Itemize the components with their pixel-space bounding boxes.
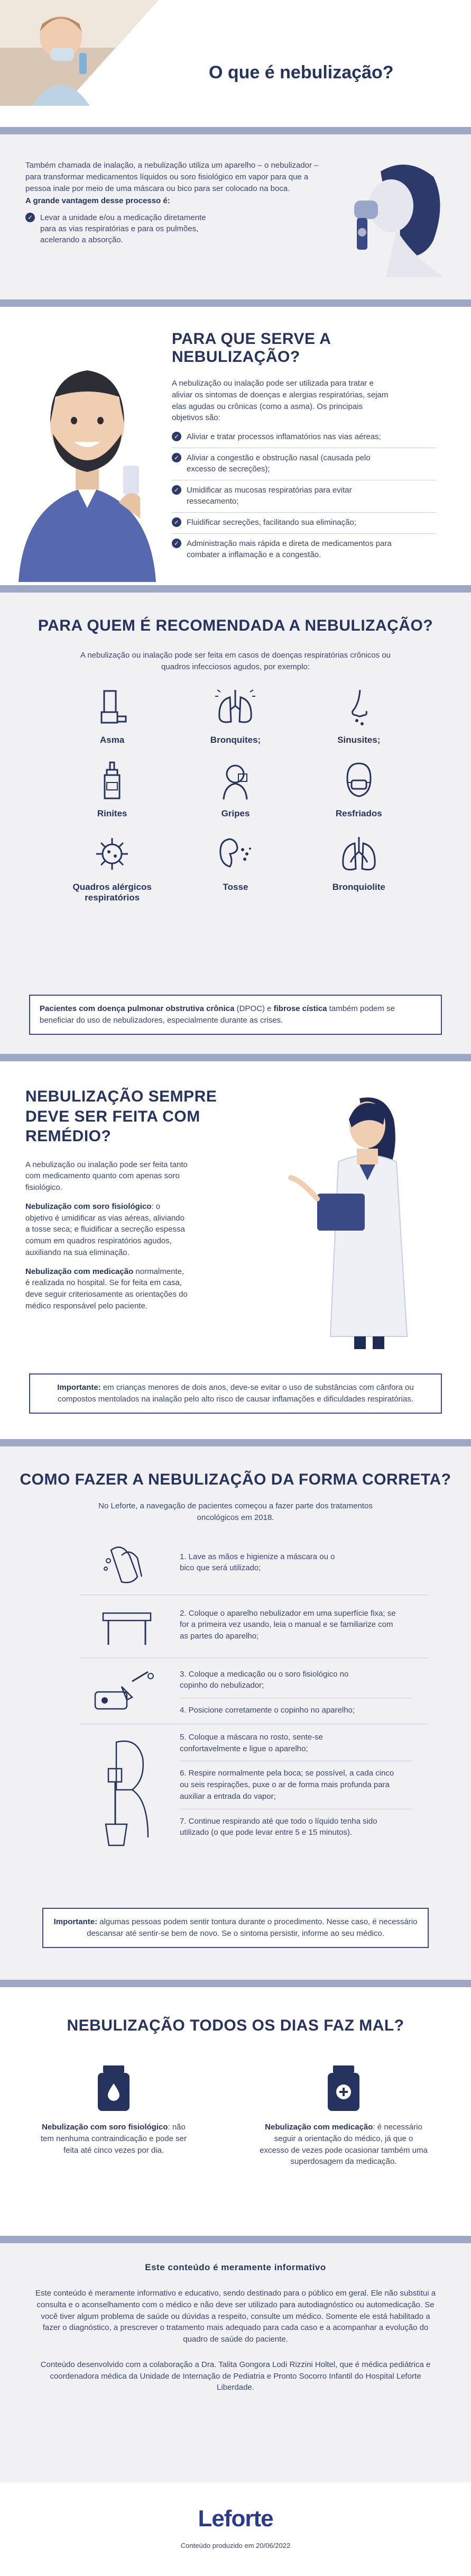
list-item: ✓ Aliviar a congestão e obstrução nasal (causada pelo excesso de secreções); bbox=[172, 452, 373, 475]
dpoc-note-box: Pacientes com doença pulmonar obstrutiva crônica (DPOC) e fibrose cística também podem se beneficiar do uso de nebulizadores, especialmente durante as crises. bbox=[29, 995, 442, 1035]
advantage-title: A grande vantagem desse processo é: bbox=[25, 196, 170, 206]
howto-section bbox=[0, 1446, 471, 1980]
medicine-bottle-icon bbox=[320, 2061, 367, 2114]
check-icon: ✓ bbox=[25, 213, 35, 222]
list-item: ✓ Fluidificar secreções, facilitando sua eliminação; bbox=[172, 517, 436, 528]
recommended-title: PARA QUEM É RECOMENDADA A NEBULIZAÇÃO? bbox=[38, 617, 433, 634]
woman-inhaling-illustration bbox=[333, 156, 460, 277]
recommended-section bbox=[0, 593, 471, 1054]
recommended-paragraph: A nebulização ou inalação pode ser feita em casos de doenças respiratórias crônicos ou quadros infecciosos agudos, por exemplo: bbox=[80, 651, 391, 671]
leforte-logo: Leforte bbox=[198, 2506, 273, 2532]
step-item: 2. Coloque o aparelho nebulizador em uma superfície fixa; se for a primeira vez usando, leia o manual e se familiarize com as partes do aparelho; bbox=[79, 1603, 428, 1650]
condition-item: Bronquites; bbox=[174, 686, 297, 745]
check-icon: ✓ bbox=[172, 539, 181, 548]
remedy-paragraph: A nebulização ou inalação pode ser feita tanto com medicamento quanto com apenas soro fisiológico. bbox=[25, 1160, 188, 1192]
advantage-item: ✓ Levar a unidade e/ou a medicação diretamente para as vias respiratórias e para os pulmões, acelerando a absorção. bbox=[25, 212, 216, 245]
cough-icon bbox=[214, 833, 256, 875]
remedy-important-box: Importante: em crianças menores de dois anos, deve-se evitar o uso de substâncias com cânfora ou compostos mentolados na inalação pelo alto risco de causar inflamações e dificuldades respiratórias. bbox=[29, 1373, 442, 1414]
footer-section bbox=[0, 2482, 471, 2576]
nose-icon bbox=[338, 686, 380, 728]
list-item: ✓ Umidificar as mucosas respiratórias para evitar ressecamento; bbox=[172, 485, 362, 507]
section-divider bbox=[0, 1054, 471, 1061]
nasal-spray-icon bbox=[91, 759, 133, 802]
daily-saline-card bbox=[34, 2061, 193, 2156]
lungs-icon bbox=[214, 686, 256, 728]
doctor-illustration bbox=[280, 1088, 428, 1352]
daily-title: NEBULIZAÇÃO TODOS OS DIAS FAZ MAL? bbox=[67, 2017, 404, 2034]
page-title: O que é nebulização? bbox=[209, 62, 394, 83]
person-with-mask-icon bbox=[79, 1732, 169, 1853]
purpose-list bbox=[172, 431, 436, 560]
steps-list bbox=[79, 1540, 428, 1853]
step-item: 3. Coloque a medicação ou o soro fisiológico no copinho do nebulizador; 4. Posicione corretamente o copinho no aparelho; bbox=[79, 1665, 428, 1716]
hero-section bbox=[0, 0, 471, 127]
condition-item: Quadros alérgicos respiratórios bbox=[51, 833, 174, 903]
inhaler-icon bbox=[91, 686, 133, 728]
section-divider bbox=[0, 1439, 471, 1446]
condition-item: Resfriados bbox=[297, 759, 420, 819]
footer-date: Conteúdo produzido em 20/06/2022 bbox=[180, 2542, 291, 2550]
purpose-paragraph: A nebulização ou inalação pode ser utilizada para tratar e aliviar os sintomas de doenças e alergias respiratórias, sejam elas agudas ou crônicas (como a asma). Os principais objetivos são: bbox=[172, 379, 389, 423]
section-divider bbox=[0, 1980, 471, 1987]
check-icon: ✓ bbox=[172, 485, 181, 495]
step-item: 5. Coloque a máscara no rosto, sente-se confortavelmente e ligue o aparelho; 6. Respire normalmente pela boca; se possível, a cada cinco ou seis respirações, puxe o ar de forma mais profunda para auxiliar a entrada do vapor; 7. Continue respirando até que todo o líquido tenha sido utilizado (o que pode levar entre 5 e 15 minutos). bbox=[79, 1732, 428, 1853]
saline-paragraph: Nebulização com soro fisiológico: o objetivo é umidificar as vias aéreas, aliviando a tosse seca; e fluidificar a secreção espessa comum em quadros respiratórios agudos, auxiliando na sua eliminação. bbox=[25, 1201, 185, 1257]
step-item: 1. Lave as mãos e higienize a máscara ou o bico que será utilizado; bbox=[79, 1540, 428, 1587]
condition-item: Sinusites; bbox=[297, 686, 420, 745]
mask-face-icon bbox=[338, 759, 380, 802]
purpose-title: PARA QUE SERVE A NEBULIZAÇÃO? bbox=[172, 330, 331, 366]
condition-item: Bronquiolite bbox=[297, 833, 420, 903]
remedy-title: NEBULIZAÇÃO SEMPRE DEVE SER FEITA COM REMÉDIO? bbox=[25, 1088, 217, 1145]
check-icon: ✓ bbox=[172, 453, 181, 462]
howto-important-box: Importante: algumas pessoas podem sentir tontura durante o procedimento. Nesse caso, é necessário descansar até sentir-se bem de novo. Se o sintoma persistir, informe ao seu médico. bbox=[42, 1908, 429, 1948]
purpose-section bbox=[0, 307, 471, 585]
list-item: ✓ Aliviar e tratar processos inflamatórios nas vias aéreas; bbox=[172, 431, 436, 442]
section-divider bbox=[0, 299, 471, 307]
daily-saline-text: Nebulização com soro fisiológico: não tem nenhuma contraindicação e pode ser feita até cinco vezes por dia. bbox=[40, 2123, 187, 2155]
daily-medication-card bbox=[259, 2061, 428, 2168]
condition-item: Gripes bbox=[174, 759, 297, 819]
howto-title: COMO FAZER A NEBULIZAÇÃO DA FORMA CORRETA? bbox=[20, 1471, 451, 1488]
daily-medication-text: Nebulização com medicação: é necessário seguir a orientação do médico, já que o excesso de vezes pode ocasionar também uma superdosagem da medicação. bbox=[260, 2123, 428, 2167]
check-icon: ✓ bbox=[172, 517, 181, 527]
info-credits: Conteúdo desenvolvido com a colaboração a Dra. Talita Gongora Lodi Rizzini Holtel, que é médica pediátrica e coordenadora médica da Unidade de Internação de Pediatria e Pronto Socorro Infantil do Hospital Leforte Liberdade. bbox=[40, 2360, 431, 2392]
conditions-grid bbox=[51, 686, 421, 903]
table-surface-icon bbox=[79, 1603, 169, 1650]
bronchi-icon bbox=[338, 833, 380, 875]
info-section bbox=[0, 2243, 471, 2482]
child-with-nebulizer-photo bbox=[0, 0, 159, 106]
section-divider bbox=[0, 585, 471, 593]
sneeze-icon bbox=[214, 759, 256, 802]
info-paragraph: Este conteúdo é meramente informativo e educativo, sendo destinado para o público em geral. Ele não substitui a consulta e o aconselhamento com o médico e não deve ser utilizado para autodiagnóstico ou automedicação. Se você tiver algum problema de saúde ou dúvidas a respeito, consulte um médico. Somente ele está habilitado a fazer o diagnóstico, a prescrever o tratamento mais adequado para cada caso e a acompanhar a evolução do quadro de saúde do paciente. bbox=[35, 2289, 436, 2344]
saline-bottle-icon bbox=[90, 2061, 137, 2114]
condition-item: Asma bbox=[51, 686, 174, 745]
daily-section bbox=[0, 1987, 471, 2236]
intro-section bbox=[0, 134, 471, 299]
section-divider bbox=[0, 127, 471, 134]
hand-washing-icon bbox=[79, 1540, 169, 1587]
remedy-section bbox=[0, 1061, 471, 1439]
condition-item: Rinites bbox=[51, 759, 174, 819]
check-icon: ✓ bbox=[172, 432, 181, 441]
man-with-phone-illustration bbox=[8, 333, 167, 582]
medication-paragraph: Nebulização com medicação normalmente, é realizada no hospital. Se for feita em casa, deve seguir criteriosamente as orientações do médico responsável pelo paciente. bbox=[25, 1267, 188, 1310]
info-title: Este conteúdo é meramente informativo bbox=[145, 2262, 326, 2272]
intro-paragraph: Também chamada de inalação, a nebulização utiliza um aparelho – o nebulizador – para transformar medicamentos líquidos ou soro fisiológico em vapor para que a pessoa inale por meio de uma máscara ou bico para ser colocado na boca. bbox=[25, 161, 319, 193]
condition-item: Tosse bbox=[174, 833, 297, 903]
virus-icon bbox=[91, 833, 133, 875]
section-divider bbox=[0, 2236, 471, 2243]
nebulizer-device-icon bbox=[79, 1665, 169, 1713]
item-divider bbox=[172, 533, 436, 534]
list-item: ✓ Administração mais rápida e direta de medicamentos para combater a inflamação e a congestão. bbox=[172, 538, 404, 560]
howto-intro: No Leforte, a navegação de pacientes começou a fazer parte dos tratamentos oncológicos em 2018. bbox=[98, 1501, 373, 1522]
item-divider bbox=[172, 512, 436, 513]
